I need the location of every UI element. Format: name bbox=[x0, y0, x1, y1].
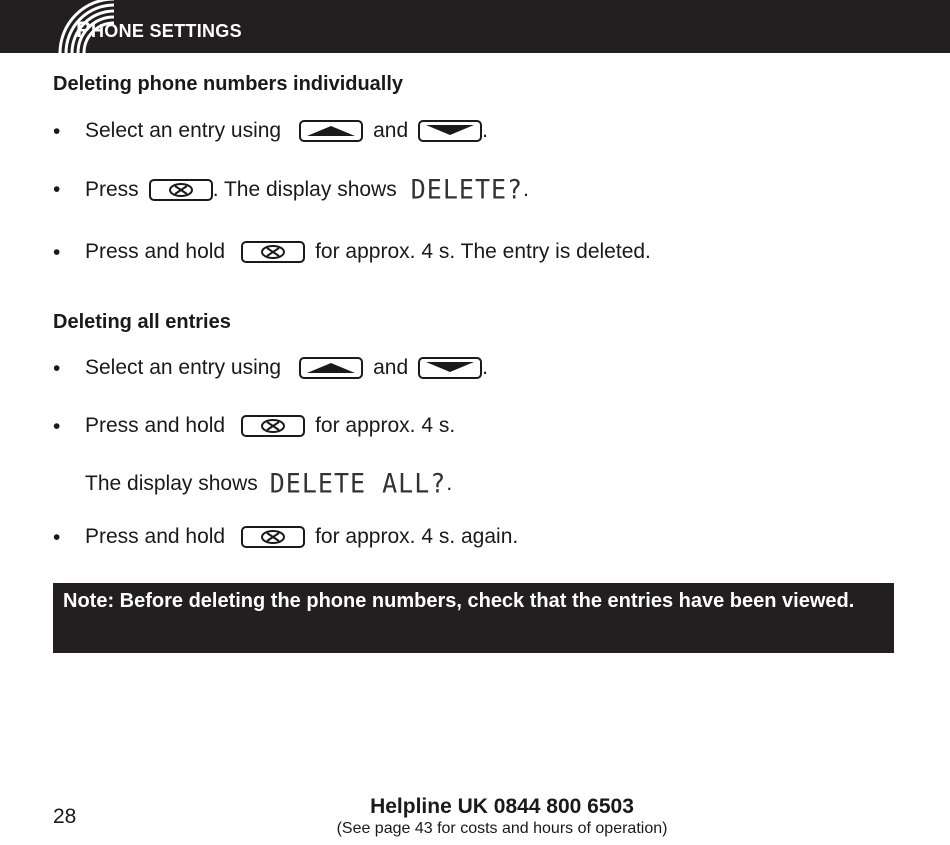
title-initial: P bbox=[76, 17, 91, 42]
delete-key-icon bbox=[241, 415, 305, 437]
note-box: Note: Before deleting the phone numbers, check that the entries have been viewed. bbox=[53, 583, 894, 653]
section2-heading: Deleting all entries bbox=[53, 311, 231, 333]
s2-step2-cont-before: The display shows bbox=[85, 471, 258, 495]
s2-step2-cont bbox=[85, 469, 452, 498]
display-delete: DELETE? bbox=[410, 174, 524, 205]
s2-step1-after: . bbox=[482, 356, 489, 379]
s1-step2-after: . bbox=[523, 177, 529, 201]
helpline-note: (See page 43 for costs and hours of operation) bbox=[336, 820, 668, 837]
bullet: • bbox=[53, 241, 61, 264]
delete-key-icon bbox=[149, 179, 213, 201]
section1-heading: Deleting phone numbers individually bbox=[53, 73, 404, 95]
s2-step1 bbox=[85, 356, 488, 380]
s2-step2-after: for approx. 4 s. bbox=[315, 414, 456, 437]
s2-step3 bbox=[85, 525, 518, 549]
s1-step2 bbox=[85, 175, 529, 204]
s1-step1 bbox=[85, 119, 488, 143]
display-delete-all: DELETE ALL? bbox=[269, 468, 447, 499]
bullet: • bbox=[53, 357, 61, 380]
s1-step3-before: Press and hold bbox=[85, 240, 226, 263]
helpline: Helpline UK 0844 800 6503 bbox=[370, 795, 634, 818]
up-arrow-key-icon bbox=[299, 357, 363, 379]
bullet: • bbox=[53, 178, 61, 201]
s1-step1-middle: and bbox=[373, 119, 409, 142]
s2-step3-after: for approx. 4 s. again. bbox=[315, 525, 519, 548]
bullet: • bbox=[53, 120, 61, 143]
page-title bbox=[76, 17, 242, 43]
s1-step1-before: Select an entry using bbox=[85, 119, 282, 142]
s1-step3 bbox=[85, 240, 651, 264]
s2-step2-before: Press and hold bbox=[85, 414, 226, 437]
bullet: • bbox=[53, 526, 61, 549]
s1-step2-before: Press bbox=[85, 177, 139, 201]
delete-key-icon bbox=[241, 241, 305, 263]
down-arrow-key-icon bbox=[418, 357, 482, 379]
bullet: • bbox=[53, 415, 61, 438]
page-number: 28 bbox=[53, 805, 77, 828]
s2-step2 bbox=[85, 414, 455, 438]
s1-step2-middle: . The display shows bbox=[212, 177, 397, 201]
down-arrow-key-icon bbox=[418, 120, 482, 142]
delete-key-icon bbox=[241, 526, 305, 548]
title-rest: HONE SETTINGS bbox=[90, 21, 242, 41]
s1-step3-after: for approx. 4 s. The entry is deleted. bbox=[315, 240, 651, 263]
header-bar bbox=[0, 0, 950, 53]
up-arrow-key-icon bbox=[299, 120, 363, 142]
s2-step3-before: Press and hold bbox=[85, 525, 226, 548]
s2-step1-middle: and bbox=[373, 356, 409, 379]
s2-step2-cont-after: . bbox=[446, 471, 453, 495]
s2-step1-before: Select an entry using bbox=[85, 356, 282, 379]
s1-step1-after: . bbox=[482, 119, 489, 142]
